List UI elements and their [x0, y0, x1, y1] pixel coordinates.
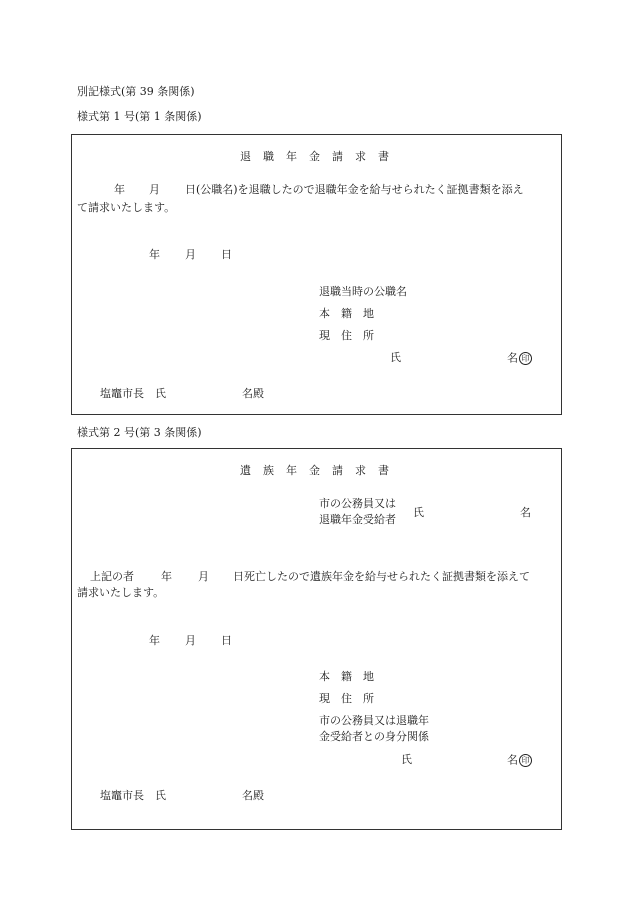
form2-label: 様式第 2 号(第 3 条関係) [77, 426, 202, 439]
form1-domicile: 本籍地 [319, 307, 385, 320]
form1-sign-day: 日 [221, 248, 232, 261]
form2-sign-year: 年 [149, 634, 160, 647]
form2-body-rest: 日死亡したので遺族年金を給与せられたく証拠書類を添えて [233, 570, 530, 583]
form2-date-year: 年 [161, 570, 172, 583]
form1-name-family: 名 [507, 351, 518, 365]
form1-addressee: 塩竈市長 氏 [100, 387, 166, 400]
appendix-label: 別記様式(第 39 条関係) [77, 85, 195, 98]
form2-subject-family: 名 [520, 506, 531, 519]
form2-name-seal [507, 754, 532, 767]
form2-domicile: 本籍地 [319, 670, 385, 683]
form2-name-family: 名 [507, 753, 518, 767]
form2-body-line2: 請求いたします。 [77, 586, 165, 599]
form2-box [71, 448, 562, 830]
form1-former-post: 退職当時の公職名 [319, 285, 407, 298]
seal-icon: 印 [519, 352, 532, 365]
form1-date-month: 月 [149, 183, 160, 196]
form1-title: 退職年金請求書 [240, 150, 401, 163]
form2-subject-line1: 市の公務員又は [319, 497, 396, 510]
form1-name-given: 氏 [390, 351, 401, 364]
form1-name-seal [507, 352, 532, 365]
form2-body-prefix: 上記の者 [90, 570, 134, 583]
form2-title: 遺族年金請求書 [240, 464, 401, 477]
form2-addressee: 塩竈市長 氏 [100, 789, 166, 802]
form2-subject-given: 氏 [413, 506, 424, 519]
form2-sign-month: 月 [185, 634, 196, 647]
form2-subject-line2: 退職年金受給者 [319, 513, 396, 526]
form2-date-month: 月 [198, 570, 209, 583]
form2-relation-line1: 市の公務員又は退職年 [319, 714, 429, 727]
form1-body-line2: て請求いたします。 [77, 201, 176, 214]
form1-sign-year: 年 [149, 248, 160, 261]
form2-name-given: 氏 [401, 753, 412, 766]
form1-label: 様式第 1 号(第 1 条関係) [77, 110, 202, 123]
form2-sign-day: 日 [221, 634, 232, 647]
form2-relation-line2: 金受給者との身分関係 [319, 730, 429, 743]
form1-body-line1: 日(公職名)を退職したので退職年金を給与せられたく証拠書類を添え [185, 183, 524, 196]
form2-address: 現住所 [319, 692, 385, 705]
form1-sign-month: 月 [185, 248, 196, 261]
form1-addressee-suffix: 名殿 [242, 387, 264, 400]
form2-addressee-suffix: 名殿 [242, 789, 264, 802]
seal-icon: 印 [519, 754, 532, 767]
form1-address: 現住所 [319, 329, 385, 342]
form1-box [71, 134, 562, 415]
form1-date-year: 年 [114, 183, 125, 196]
